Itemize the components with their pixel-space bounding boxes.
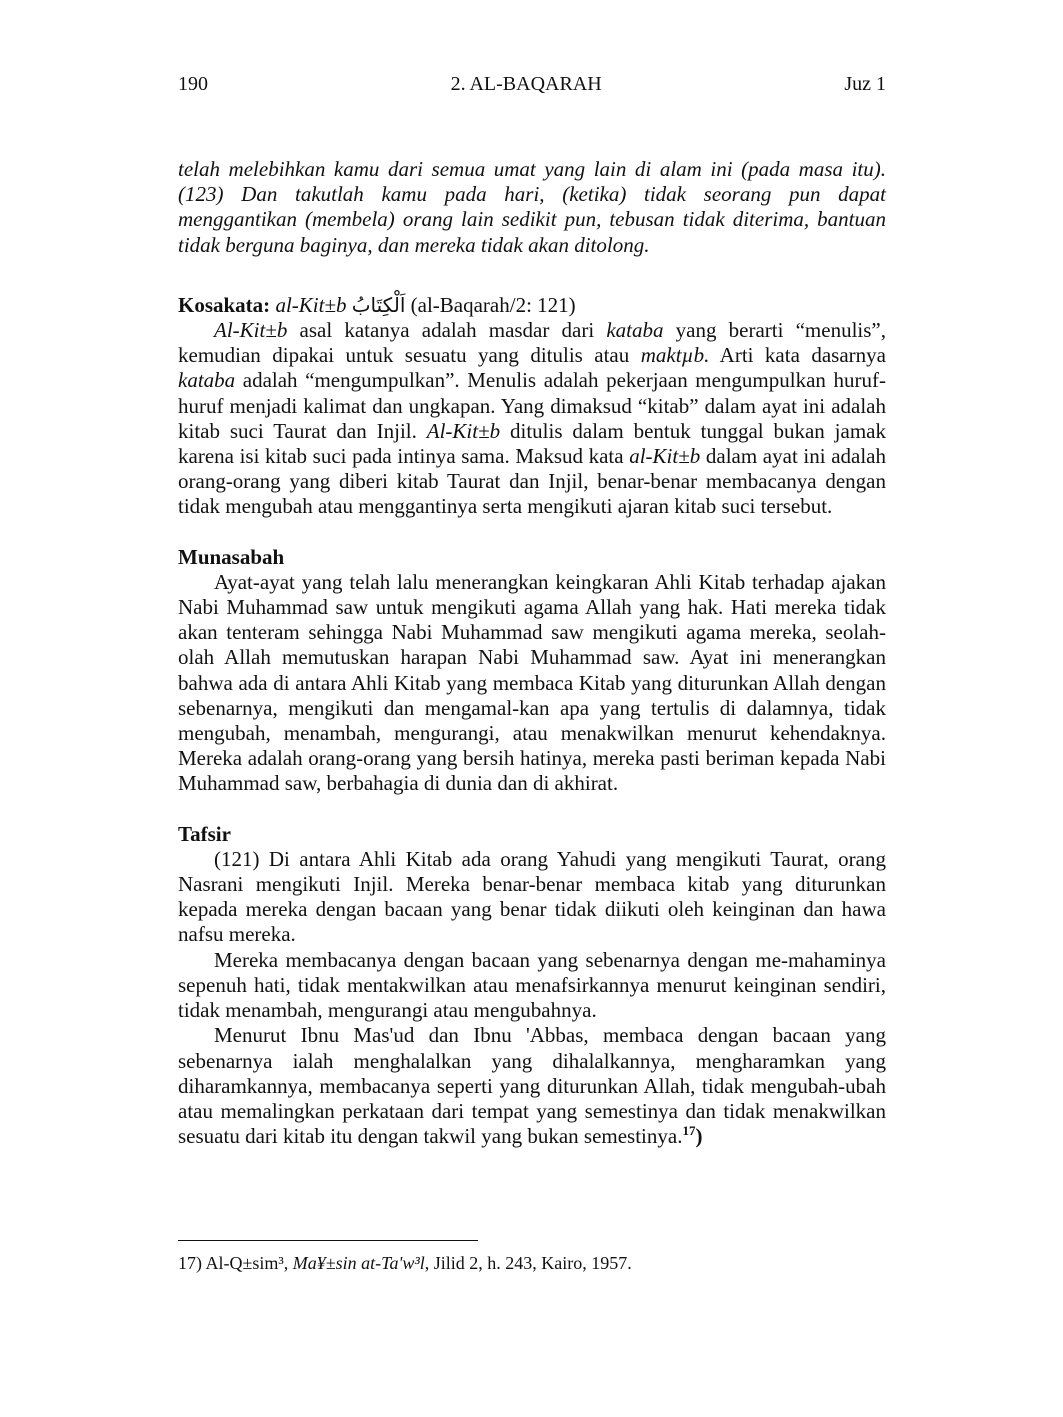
footnote-title: Ma¥±sin at-Ta'w³l (292, 1253, 425, 1273)
footnote-details: , Jilid 2, h. 243, Kairo, 1957. (424, 1253, 632, 1273)
text-segment: ditulis dalam bentuk tunggal bukan jamak karena isi kitab suci pada intinya sama. Maksud kata (178, 418, 886, 469)
kosakata-term-arabic: اَلْكِتَابُ (351, 292, 406, 317)
footnote-author: Al-Q±sim³, (202, 1253, 293, 1273)
running-header (178, 72, 886, 96)
main-text (178, 157, 886, 1149)
term-maktub: maktµb. (640, 343, 710, 368)
text-segment: Arti kata dasarnya (709, 343, 886, 368)
tafsir-paragraph-2: Mereka membacanya dengan bacaan yang sebenarnya dengan me-mahaminya sepenuh hati, tidak mentakwilkan atau menafsirkannya menurut keinginan sendiri, tidak menambah, mengurangi atau mengubahnya. (178, 947, 886, 1023)
footnote-reference-close: ) (695, 1124, 703, 1149)
tafsir-heading: Tafsir (178, 821, 231, 846)
term-al-kitab: Al-Kit±b (426, 418, 501, 443)
page-number: 190 (178, 73, 208, 95)
tafsir-paragraph-1: (121) Di antara Ahli Kitab ada orang Yahudi yang mengikuti Taurat, orang Nasrani mengikuti Injil. Mereka benar-benar membaca kitab yang diturunkan kepada mereka dengan bacaan yang benar tidak diikuti oleh keinginan dan hawa nafsu mereka. (178, 846, 886, 947)
text-segment: adalah “mengumpulkan”. Menulis adalah pekerjaan mengumpulkan huruf-huruf menjadi kalimat dan ungkapan. Yang dimaksud “kitab” dalam ayat ini adalah kitab suci Taurat dan Injil. (178, 368, 886, 443)
footnote-number: 17) (178, 1253, 202, 1273)
footnote-reference[interactable]: 17 (682, 1123, 696, 1139)
term-al-kitab: al-Kit±b (629, 444, 701, 469)
tafsir-paragraph-3 (178, 1023, 886, 1149)
kosakata-label: Kosakata: (178, 292, 271, 317)
term-al-kitab: Al-Kit±b (214, 318, 288, 343)
text-segment: asal katanya adalah masdar dari (287, 318, 607, 343)
footnote (178, 1252, 886, 1274)
term-kataba: kataba (606, 318, 664, 343)
surah-title: 2. AL-BAQARAH (450, 73, 602, 95)
text-segment: dalam ayat ini adalah orang-orang yang diberi kitab Taurat dan Injil, benar-benar membacanya dengan tidak mengubah atau menggantinya serta mengikuti ajaran kitab suci tersebut. (178, 444, 886, 519)
tafsir-paragraph-3-text: Menurut Ibnu Mas'ud dan Ibnu 'Abbas, membaca dengan bacaan yang sebenarnya ialah menghalalkan yang dihalalkannya, mengharamkan yang diharamkannya, membacanya seperti yang diturunkan Allah, tidak mengubah-ubah atau memalingkan perkataan dari tempat yang semestinya dan tidak menakwilkan sesuatu dari kitab itu dengan takwil yang bukan semestinya. (178, 1023, 886, 1149)
munasabah-paragraph: Ayat-ayat yang telah lalu menerangkan keingkaran Ahli Kitab terhadap ajakan Nabi Muhammad saw untuk mengikuti agama Allah yang hak. Hati mereka tidak akan tenteram sehingga Nabi Muhammad saw mengikuti agama mereka, seolah-olah Allah memutuskan harapan Nabi Muhammad saw. Ayat ini menerangkan bahwa ada di antara Ahli Kitab yang membaca Kitab yang diturunkan Allah dengan sebenarnya, mengikuti dan mengamal-kan apa yang tertulis di dalamnya, tidak mengubah, menambah, mengurangi, atau menakwilkan menurut kehendaknya. Mereka adalah orang-orang yang bersih hatinya, mereka pasti beriman kepada Nabi Muhammad saw, berbahagia di dunia dan di akhirat. (178, 569, 886, 796)
text-segment: yang berarti “menulis”, kemudian dipakai untuk sesuatu yang ditulis atau (178, 318, 886, 368)
juz-label: Juz 1 (844, 73, 886, 95)
kosakata-term-latin: al-Kit±b (275, 292, 347, 317)
footnote-divider (178, 1240, 478, 1241)
verse-translation: telah melebihkan kamu dari semua umat yang lain di alam ini (pada masa itu). (123) Dan takutlah kamu pada hari, (ketika) tidak seorang pun dapat menggantikan (membela) orang lain sedikit pun, tebusan tidak diterima, bantuan tidak berguna baginya, dan mereka tidak akan ditolong. (178, 157, 886, 257)
kosakata-reference: (al-Baqarah/2: 121) (410, 292, 576, 317)
munasabah-heading: Munasabah (178, 544, 285, 569)
kosakata-paragraph (178, 318, 886, 520)
term-kataba: kataba (178, 368, 236, 393)
kosakata-heading-line (178, 293, 886, 318)
